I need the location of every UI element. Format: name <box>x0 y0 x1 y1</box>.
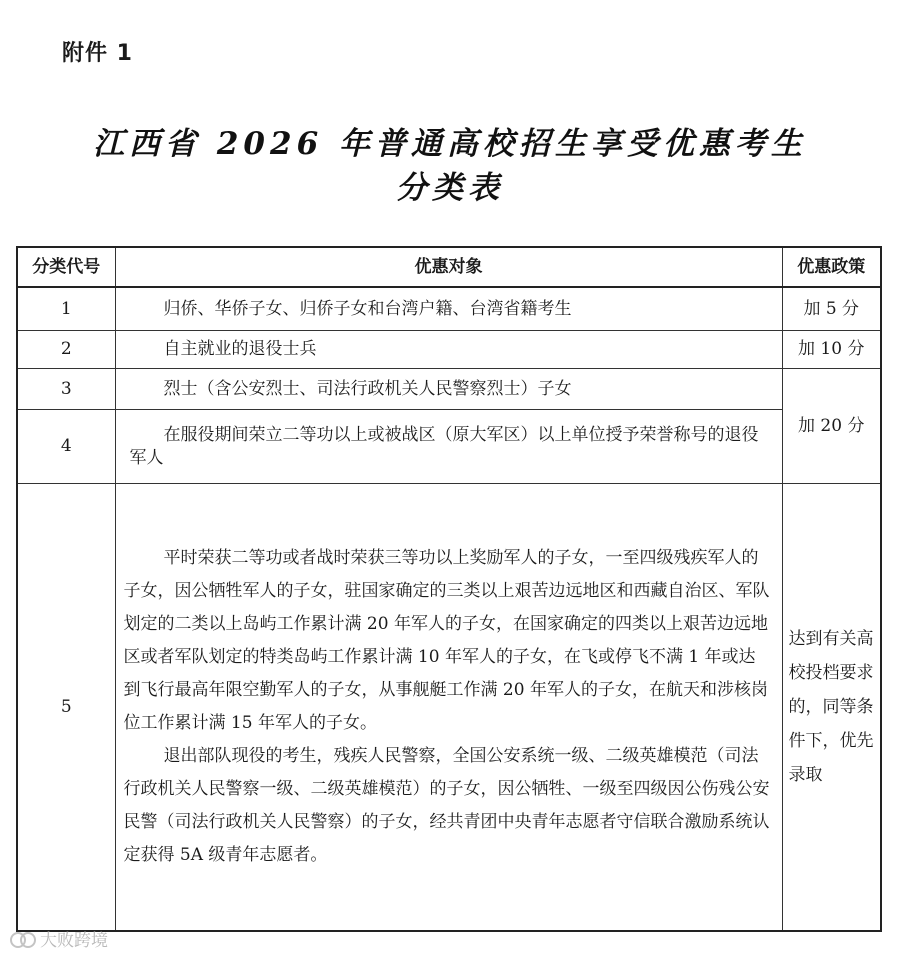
category-code: 5 <box>17 484 115 932</box>
column-header-target: 优惠对象 <box>115 247 782 287</box>
table-row <box>17 369 881 410</box>
category-code: 2 <box>17 331 115 369</box>
watermark-text: 大败跨境 <box>40 931 108 951</box>
eligible-group-text: 烈士（含公安烈士、司法行政机关人民警察烈士）子女 <box>163 378 572 399</box>
eligible-group <box>115 410 782 484</box>
eligible-group <box>115 369 782 410</box>
table-row <box>17 410 881 484</box>
category-code: 1 <box>17 287 115 331</box>
bonus-policy: 加 5 分 <box>782 287 881 331</box>
column-header-policy: 优惠政策 <box>782 247 881 287</box>
document-title-continued: 分类表 <box>396 170 504 206</box>
table-row <box>17 287 881 331</box>
eligible-group <box>115 484 782 932</box>
bonus-policy: 达到有关高校投档要求的，同等条件下，优先录取 <box>782 484 881 932</box>
eligible-group-paragraph: 退出部队现役的考生，残疾人民警察，全国公安系统一级、二级英雄模范（司法行政机关人民警察一级、二级英雄模范）的子女，因公牺牲、一级至四级因公伤残公安民警（司法行政机关人民警察）的子女，经共青团中央青年志愿者守信联合激励系统认定获得 5A 级青年志愿者。 <box>123 746 770 865</box>
eligible-group-paragraph: 平时荣获二等功或者战时荣获三等功以上奖励军人的子女，一至四级残疾军人的子女，因公牺牲军人的子女，驻国家确定的三类以上艰苦边远地区和西藏自治区、军队划定的二类以上岛屿工作累计满 20 年军人的子女，在国家确定的四类以上艰苦边远地区或者军队划定的特类岛屿工作累计满 10 年军人的子女，在飞或停飞不满 1 年或达到飞行最高年限空勤军人的子女，从事舰艇工作满 20 年军人的子女，在航天和涉核岗位工作累计满 15 年军人的子女。 <box>123 548 770 733</box>
eligible-group-text: 归侨、华侨子女、归侨子女和台湾户籍、台湾省籍考生 <box>163 298 572 319</box>
table-header-row <box>17 247 881 287</box>
bonus-policy: 加 10 分 <box>782 331 881 369</box>
eligible-group <box>115 331 782 369</box>
attachment-label: 附件 1 <box>62 41 133 66</box>
column-header-code: 分类代号 <box>17 247 115 287</box>
category-code: 4 <box>17 410 115 484</box>
eligible-group <box>115 287 782 331</box>
watermark <box>8 926 108 951</box>
category-code: 3 <box>17 369 115 410</box>
document-title: 江西省 2026 年普通高校招生享受优惠考生 <box>93 126 807 162</box>
eligible-group-text: 自主就业的退役士兵 <box>163 339 317 360</box>
brand-logo-icon <box>8 930 36 948</box>
preferential-candidates-table <box>16 246 882 932</box>
bonus-policy: 加 20 分 <box>782 369 881 484</box>
table-row <box>17 331 881 369</box>
eligible-group-text: 在服役期间荣立二等功以上或被战区（原大军区）以上单位授予荣誉称号的退役军人 <box>129 425 759 468</box>
table-row <box>17 484 881 932</box>
